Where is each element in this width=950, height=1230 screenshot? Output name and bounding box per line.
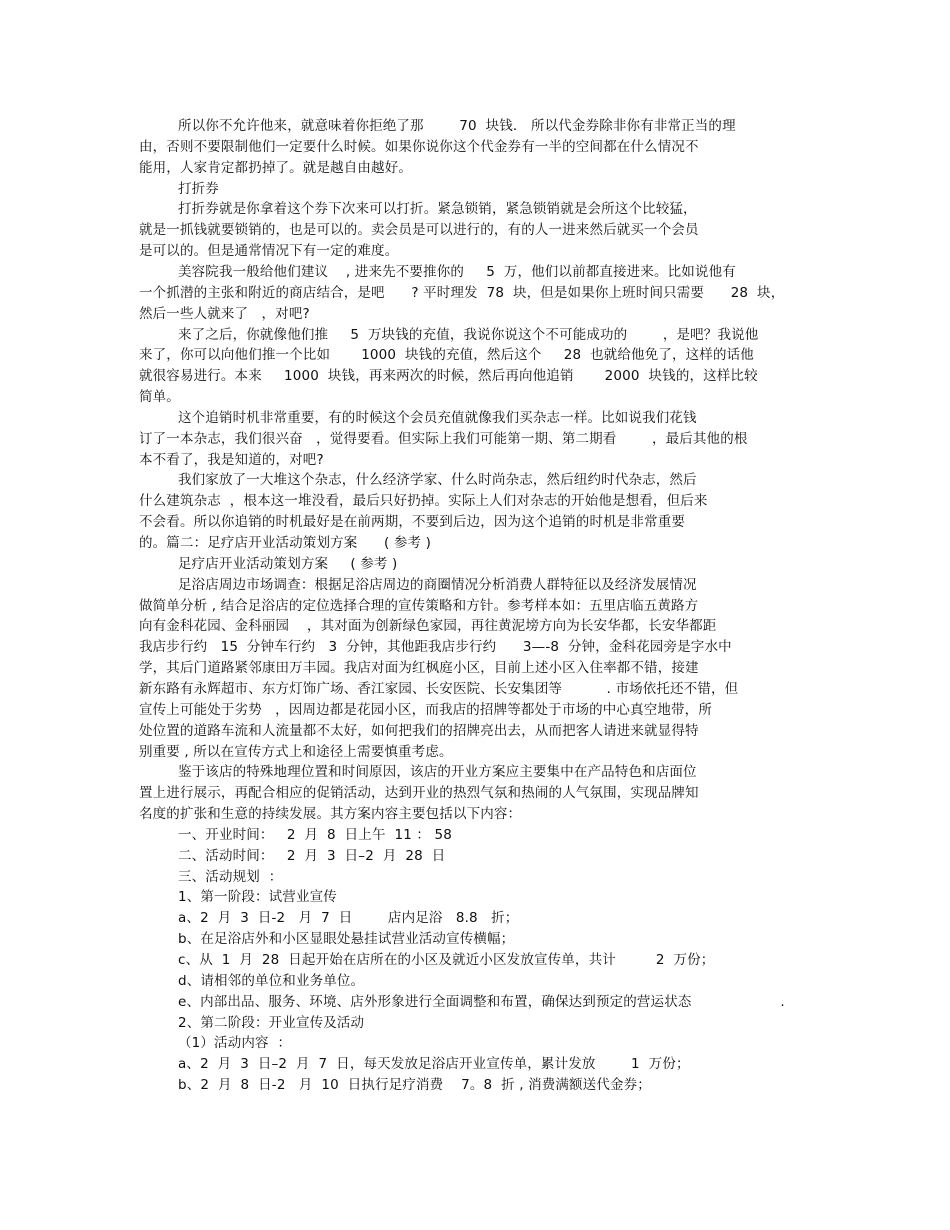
item-stage-one: 1、第一阶段：试营业宣传 [178,889,337,905]
heading-discount-coupon: 打折券 [178,181,219,197]
para-market-survey-line-1: 足浴店周边市场调查：根据足浴店周边的商圈情况分析消费人群特征以及经济发展情况 [178,577,697,593]
item-stage-one-b: b、在足浴店外和小区显眼处悬挂试营业活动宣传横幅； [178,931,515,947]
para-coupon-free-use-line-3: 能用，人家肯定都扔掉了。就是越自由越好。 [139,160,412,176]
para-magazines-line-1: 我们家放了一大堆这个杂志，什么经济学家、什么时尚杂志，然后纽约时代杂志，然后 [178,472,697,488]
item-activity-plan: 三、活动规划 ： [178,869,283,885]
para-recharge-line-3: 就很容易进行。本来 1000 块钱，再来两次的时候，然后再向他追销 2000 块钱的，这样比较 [139,368,758,384]
para-coupon-free-use-line-1: 所以你不允许他来，就意味着你拒绝了那 70 块钱． 所以代金券除非你有非常正当的理 [178,118,736,134]
item-stage-two-b: b、2 月 8 日-2 月 10 日执行足疗消费 7。8 折 , 消费满额送代金券； [178,1077,651,1093]
para-discount-coupon-line-1: 打折券就是你拿着这个券下次来可以打折。紧急锁销，紧急锁销就是会所这个比较猛， [178,201,697,217]
para-magazines-line-3: 不会看。所以你追销的时机最好是在前两期，不要到后边，因为这个追销的时机是非常重要 [139,514,685,530]
item-activity-content: （1）活动内容 ： [178,1035,292,1051]
para-upsell-timing-line-1: 这个追销时机非常重要，有的时候这个会员充值就像我们买杂志一样。比如说我们花钱 [178,410,697,426]
para-discount-coupon-line-3: 是可以的。但是通常情况下有一定的难度。 [139,243,399,259]
item-activity-time: 二、活动时间： 2 月 3 日–2 月 28 日 [178,848,446,864]
item-stage-two-a: a、2 月 3 日–2 月 7 日，每天发放足浴店开业宣传单，累计发放 1 万份； [178,1056,690,1072]
para-beauty-salon-line-3: 然后一些人就来了 ，对吧? [139,306,310,322]
heading-plan-title: 足疗店开业活动策划方案 ( 参考 ) [178,556,398,572]
para-market-survey-line-6: 新东路有永辉超市、东方灯饰广场、香江家园、长安医院、长安集团等 . 市场依托还不错，但 [139,681,739,697]
para-market-survey-line-2: 做简单分析 , 结合足浴店的定位选择合理的宣传策略和方针。参考样本如：五里店临五黄路方 [139,598,699,614]
para-plan-focus-line-1: 鉴于该店的特殊地理位置和时间原因，该店的开业方案应主要集中在产品特色和店面位 [178,764,697,780]
item-stage-two: 2、第二阶段：开业宣传及活动 [178,1015,365,1031]
para-market-survey-line-7: 宣传上可能处于劣势 ，因周边都是花园小区，而我店的招牌等都处于市场的中心真空地带，所 [139,702,712,718]
item-stage-one-e: e、内部出品、服务、环境、店外形象进行全面调整和布置，确保达到预定的营运状态 . [178,994,785,1010]
para-market-survey-line-4: 我店步行约 15 分钟车行约 3 分钟，其他距我店步行约 3—-8 分钟，金科花园旁是字水中 [139,639,732,655]
para-upsell-timing-line-2: 订了一本杂志，我们很兴奋 ，觉得要看。但实际上我们可能第一期、第二期看 ，最后其他的根 [139,431,748,447]
item-stage-one-c: c、从 1 月 28 日起开始在店所在的小区及就近小区发放宣传单，共计 2 万份； [178,952,715,968]
para-magazines-line-2: 什么建筑杂志 ，根本这一堆没看，最后只好扔掉。实际上人们对杂志的开始他是想看，但后来 [139,493,708,509]
para-coupon-free-use-line-2: 由，否则不要限制他们一定要什么时候。如果你说你这个代金券有一半的空间都在什么情况不 [139,139,699,155]
para-upsell-timing-line-3: 本不看了，我是知道的，对吧? [139,452,324,468]
para-recharge-line-2: 来了，你可以向他们推一个比如 1000 块钱的充值，然后这个 28 也就给他免了，这样的话他 [139,347,754,363]
para-plan-focus-line-2: 置上进行展示，再配合相应的促销活动，达到开业的热烈气氛和热闹的人气氛围，实现品牌知 [139,785,699,801]
para-discount-coupon-line-2: 就是一抓钱就要锁销的，也是可以的。卖会员是可以进行的，有的人一进来然后就买一个会员 [139,222,699,238]
para-magazines-line-4: 的。篇二：足疗店开业活动策划方案 ( 参考 ) [139,535,432,551]
item-opening-time: 一、开业时间： 2 月 8 日上午 11 ： 58 [178,827,452,843]
para-beauty-salon-line-1: 美容院我一般给他们建议 , 进来先不要推你的 5 万，他们以前都直接进来。比如说他有 [178,264,736,280]
para-market-survey-line-9: 别重要 , 所以在宣传方式上和途径上需要慎重考虑。 [139,744,453,760]
para-recharge-line-1: 来了之后，你就像他们推 5 万块钱的充值，我说你说这个不可能成功的 ，是吧？我说他 [178,327,759,343]
para-recharge-line-4: 简单。 [139,389,180,405]
item-stage-one-a: a、2 月 3 日-2 月 7 日 店内足浴 8.8 折； [178,910,519,926]
para-beauty-salon-line-2: 一个抓潜的主张和附近的商店结合，是吧 ? 平时理发 78 块，但是如果你上班时间只需要 28 块， [139,285,785,301]
para-market-survey-line-8: 处位置的道路车流和人流量都不太好，如何把我们的招牌亮出去，从而把客人请进来就显得特 [139,723,699,739]
para-plan-focus-line-3: 名度的扩张和生意的持续发展。其方案内容主要包括以下内容： [139,806,522,822]
para-market-survey-line-5: 学，其后门道路紧邻康田万丰园。我店对面为红枫庭小区，目前上述小区入住率都不错，接建 [139,660,699,676]
item-stage-one-d: d、请相邻的单位和业务单位。 [178,973,365,989]
para-market-survey-line-3: 向有金科花园、金科丽园 ，其对面为创新绿色家园，再往黄泥塝方向为长安华都，长安华都距 [139,618,717,634]
